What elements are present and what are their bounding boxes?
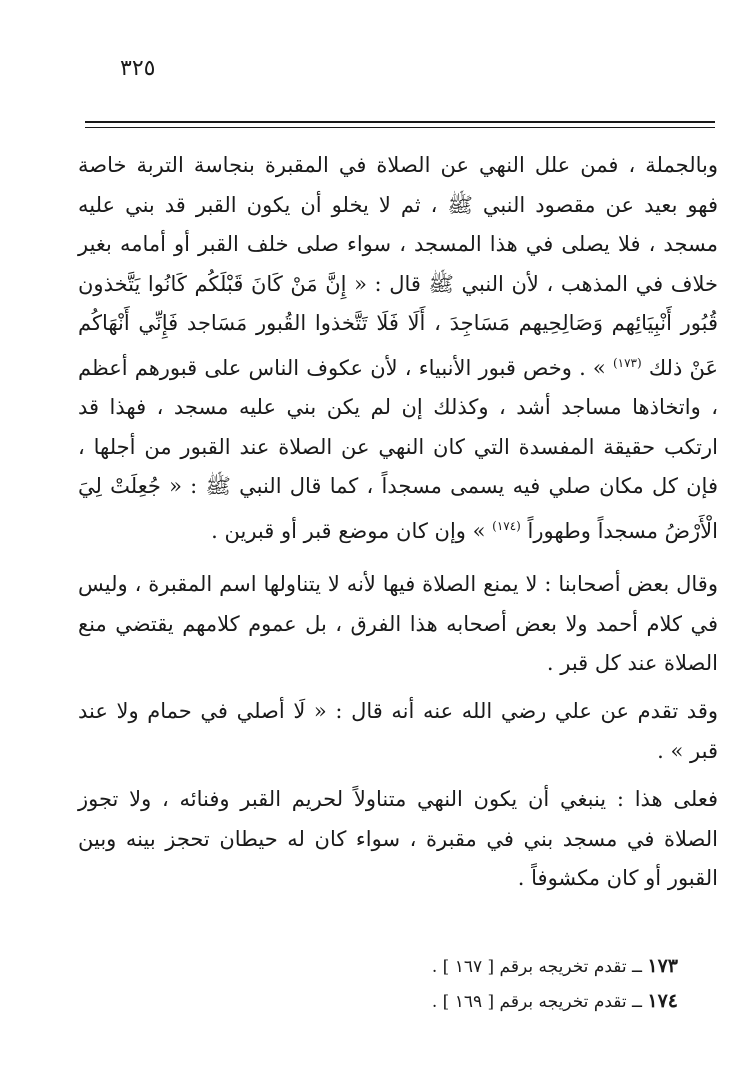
footnote-173 [432, 955, 678, 977]
footnote-dash: ــ [632, 992, 642, 1012]
paragraph-1-text-c: » وإن كان موضع قبر أو قبرين . [211, 518, 486, 543]
header-rule-thick [85, 121, 715, 123]
paragraph-4-text: فعلى هذا : ينبغي أن يكون النهي متناولاً لحريم القبر وفنائه ، ولا تجوز الصلاة في مسجد بني في مقبرة ، سواء كان له حيطان تحجز بينه وبين القبور أو كان مكشوفاً . [78, 787, 718, 890]
footnote-text: تقدم تخريجه برقم [ ١٦٩ ] . [431, 992, 627, 1012]
paragraph-4 [78, 780, 718, 899]
footnote-ref-174[interactable]: (١٧٤) [492, 518, 521, 533]
paragraph-2-text: وقال بعض أصحابنا : لا يمنع الصلاة فيها لأنه لا يتناولها اسم المقبرة ، وليس في كلام أحمد ولا بعض أصحابه هذا الفرق ، بل عموم كلامهم يقتضي منع الصلاة عند كل قبر . [78, 572, 718, 675]
footnote-number: ١٧٣ [647, 955, 678, 977]
paragraph-3-text: وقد تقدم عن علي رضي الله عنه أنه قال : « لَا أصلي في حمام ولا عند قبر » . [78, 699, 718, 763]
paragraph-1-text-b: » . وخص قبور الأنبياء ، لأن عكوف الناس على قبورهم أعظم ، واتخاذها مساجد أشد ، وكذلك إن لم يكن بني عليه مسجد ، فهذا قد ارتكب حقيقة المفسدة التي كان النهي عن الصلاة عند القبور من أجلها ، فإن كل مكان صلي فيه يسمى مسجداً ، كما قال النبي ﷺ : « جُعِلَتْ لِيَ الْأَرْضُ مسجداً وطهوراً [78, 355, 718, 543]
paragraph-1-text-a: وبالجملة ، فمن علل النهي عن الصلاة في المقبرة بنجاسة التربة خاصة فهو بعيد عن مقصود النبي ﷺ ، ثم لا يخلو أن يكون القبر قد بني عليه مسجد ، فلا يصلى في هذا المسجد ، سواء صلى خلف القبر أو أمامه بغير خلاف في المذهب ، لأن النبي ﷺ قال : « إِنَّ مَنْ كَانَ قَبْلَكُم كَانُوا يَتَّخذون قُبُور أَنْبِيَائِهم وَصَالِحِيهم مَسَاجِدَ ، أَلَا فَلَا تَتَّخذوا القُبور مَسَاجد فَإِنِّي أَنْهَاكُم عَنْ ذلك [78, 153, 718, 380]
paragraph-3 [78, 692, 718, 771]
footnote-ref-173[interactable]: (١٧٣) [612, 355, 642, 370]
paragraph-1 [78, 146, 718, 551]
footnote-number: ١٧٤ [647, 990, 678, 1012]
footnote-dash: ــ [632, 957, 642, 977]
page-number: ٣٢٥ [120, 56, 156, 81]
paragraph-2 [78, 565, 718, 684]
footnote-text: تقدم تخريجه برقم [ ١٦٧ ] . [431, 957, 627, 977]
header-rule-thin [85, 127, 715, 128]
footnote-174 [432, 990, 678, 1012]
